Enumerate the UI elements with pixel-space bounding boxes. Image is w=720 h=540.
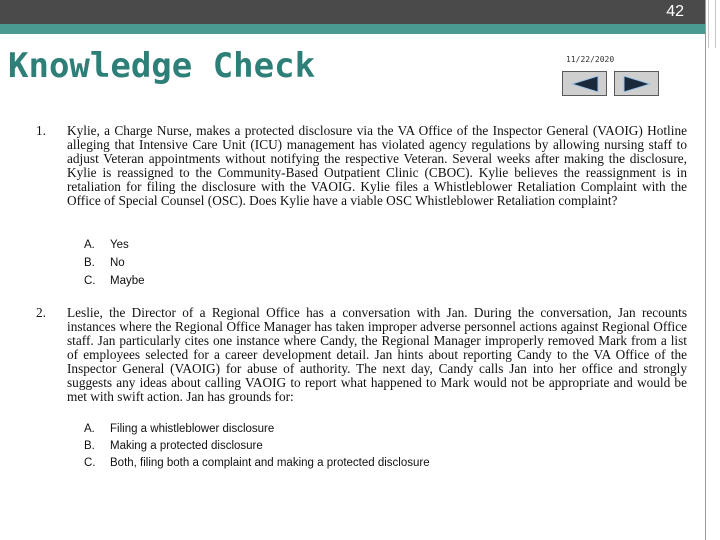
header-accent-stripe [0,24,706,34]
header-bar [0,0,706,24]
option-c: C. Both, filing both a complaint and making a protected disclosure [84,457,430,469]
previous-slide-button[interactable] [562,71,607,96]
triangle-right-icon [622,75,652,93]
rail-decoration [708,0,716,48]
page-title: Knowledge Check [8,46,316,86]
next-slide-button[interactable] [614,71,659,96]
slide-number: 42 [666,3,684,20]
option-a: A. Yes [84,239,129,251]
right-rail [705,0,720,540]
question-text: Kylie, a Charge Nurse, makes a protected disclosure via the VA Office of the Inspector General (VAOIG) Hotline alleging that Intensive Care Unit (ICU) management has violated agency regulations by allowing nursing staff to adjust Veteran appointments without notifying the respective Veteran. Several weeks after making the disclosure, Kylie is reassigned to the Community-Based Outpatient Clinic (CBOC). Kylie believes the reassignment is in retaliation for filing the disclosure with the VAOIG. Kylie files a Whistleblower Retaliation Complaint with the Office of Special Counsel (OSC). Does Kylie have a viable OSC Whistleblower Retaliation complaint? [67,123,687,208]
question-2 [36,306,687,404]
question-text: Leslie, the Director of a Regional Office has a conversation with Jan. During the conversation, Jan recounts instances where the Regional Office Manager has taken improper adverse personnel actions against Regional Office staff. Jan particularly cites one instance where Candy, the Regional Manager improperly removed Mark from a list of employees selected for a career development detail. Jan hints about reporting Candy to the VA Office of the Inspector General (VAOIG) for abuse of authority. The next day, Candy calls Jan into her office and strongly suggests any ideas about calling VAOIG to report what happened to Mark would not be appropriate and would be met with swift action. Jan has grounds for: [67,305,687,404]
question-number: 2. [36,305,46,320]
question-1-options [84,236,145,290]
triangle-left-icon [570,75,600,93]
question-1 [36,124,687,208]
question-2-options [84,421,430,472]
option-c: C. Maybe [84,275,145,287]
slide-date: 11/22/2020 [566,55,615,64]
option-a: A. Filing a whistleblower disclosure [84,423,275,435]
question-number: 1. [36,123,46,138]
option-b: B. Making a protected disclosure [84,440,263,452]
option-b: B. No [84,257,125,269]
